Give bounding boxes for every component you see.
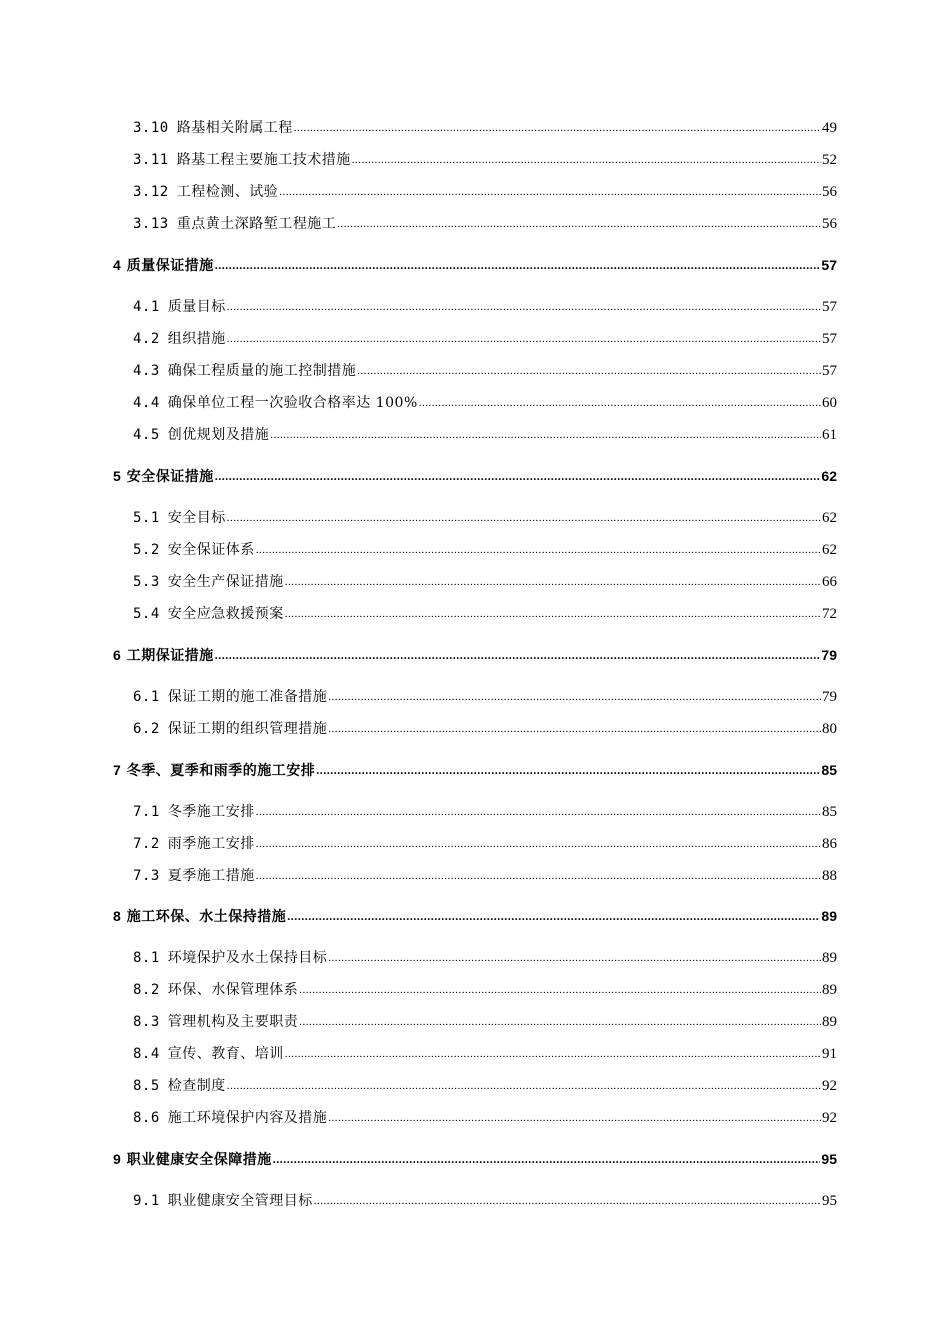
toc-section-entry[interactable]: [0, 328, 950, 352]
toc-page-number: 56: [822, 184, 837, 200]
toc-entry-number: 8: [113, 908, 121, 924]
toc-page-number: 80: [822, 721, 837, 737]
toc-section-entry[interactable]: [0, 213, 950, 237]
toc-dot-leader: [270, 427, 821, 443]
toc-entry-number: 8.4: [133, 1046, 160, 1062]
toc-page-number: 85: [821, 762, 837, 778]
toc-entry-title: 确保工程质量的施工控制措施: [167, 363, 357, 379]
toc-entry-number: 3.11: [133, 152, 169, 168]
toc-page-number: 72: [822, 606, 837, 622]
toc-entry-number: 7.1: [133, 804, 160, 820]
toc-section-entry[interactable]: [0, 718, 950, 742]
toc-dot-leader: [357, 363, 821, 379]
toc-dot-leader: [328, 950, 821, 966]
toc-entry-number: 3.12: [133, 184, 169, 200]
toc-page-number: 92: [822, 1110, 837, 1126]
toc-entry-title: 冬季施工安排: [167, 804, 255, 820]
toc-entry-title: 管理机构及主要职责: [167, 1014, 299, 1030]
toc-entry-title: 保证工期的施工准备措施: [167, 689, 328, 705]
toc-page-number: 61: [822, 427, 837, 443]
toc-entry-number: 8.5: [133, 1078, 160, 1094]
toc-entry-number: 4.1: [133, 299, 160, 315]
toc-section-entry[interactable]: [0, 571, 950, 595]
toc-entry-title: 路基相关附属工程: [176, 120, 293, 136]
toc-page-number: 57: [822, 331, 837, 347]
toc-dot-leader: [256, 868, 821, 884]
toc-entry-number: 5.1: [133, 510, 160, 526]
toc-page-number: 79: [821, 647, 837, 663]
toc-page-number: 62: [822, 542, 837, 558]
toc-entry-number: 5.3: [133, 574, 160, 590]
toc-section-entry[interactable]: [0, 296, 950, 320]
toc-page-number: 88: [822, 868, 837, 884]
toc-section-entry[interactable]: [0, 979, 950, 1003]
toc-page-number: 60: [822, 395, 837, 411]
toc-dot-leader: [328, 689, 821, 705]
toc-entry-number: 5.4: [133, 606, 160, 622]
toc-section-entry[interactable]: [0, 1107, 950, 1131]
toc-page-number: 52: [822, 152, 837, 168]
toc-entry-title: 安全生产保证措施: [167, 574, 284, 590]
toc-section-entry[interactable]: [0, 507, 950, 531]
toc-entry-number: 4.2: [133, 331, 160, 347]
toc-entry-title: 冬季、夏季和雨季的施工安排: [126, 763, 316, 779]
toc-entry-number: 9.1: [133, 1193, 160, 1209]
toc-page-number: 57: [822, 299, 837, 315]
toc-entry-title: 创优规划及措施: [167, 427, 270, 443]
toc-entry-title: 工期保证措施: [126, 648, 214, 664]
toc-entry-number: 7.3: [133, 868, 160, 884]
toc-entry-number: 3.13: [133, 216, 169, 232]
toc-dot-leader: [256, 804, 821, 820]
toc-entry-title: 施工环保、水土保持措施: [126, 909, 287, 925]
toc-entry-title: 施工环境保护内容及措施: [167, 1110, 328, 1126]
toc-entry-title: 质量保证措施: [126, 258, 214, 274]
toc-entry-number: 9: [113, 1151, 121, 1167]
toc-page-number: 56: [822, 216, 837, 232]
toc-entry-title: 夏季施工措施: [167, 868, 255, 884]
toc-dot-leader: [294, 120, 821, 136]
toc-dot-leader: [256, 542, 821, 558]
toc-section-entry[interactable]: [0, 947, 950, 971]
toc-entry-title: 保证工期的组织管理措施: [167, 721, 328, 737]
toc-entry-title: 检查制度: [167, 1078, 226, 1094]
toc-entry-number: 6.1: [133, 689, 160, 705]
toc-dot-leader: [227, 1078, 821, 1094]
toc-dot-leader: [215, 469, 821, 485]
toc-dot-leader: [299, 1014, 821, 1030]
toc-page-number: 49: [822, 120, 837, 136]
toc-chapter-entry[interactable]: [0, 255, 950, 279]
toc-dot-leader: [337, 216, 821, 232]
toc-chapter-entry[interactable]: [0, 906, 950, 930]
toc-entry-number: 6.2: [133, 721, 160, 737]
toc-section-entry[interactable]: [0, 1043, 950, 1067]
toc-page-number: 86: [822, 836, 837, 852]
toc-dot-leader: [227, 299, 821, 315]
toc-section-entry[interactable]: [0, 117, 950, 141]
toc-entry-number: 8.1: [133, 950, 160, 966]
toc-entry-title: 环保、水保管理体系: [167, 982, 299, 998]
toc-page-number: 66: [822, 574, 837, 590]
toc-entry-number: 8.6: [133, 1110, 160, 1126]
toc-page-number: 89: [822, 950, 837, 966]
toc-page-number: 62: [821, 468, 837, 484]
toc-section-entry[interactable]: [0, 360, 950, 384]
toc-page-number: 79: [822, 689, 837, 705]
toc-section-entry[interactable]: [0, 686, 950, 710]
toc-dot-leader: [314, 1193, 821, 1209]
toc-dot-leader: [215, 648, 821, 664]
toc-entry-number: 8.3: [133, 1014, 160, 1030]
toc-section-entry[interactable]: [0, 603, 950, 627]
toc-entry-number: 4.4: [133, 395, 160, 411]
toc-section-entry[interactable]: [0, 1190, 950, 1214]
toc-entry-title: 安全保证体系: [167, 542, 255, 558]
toc-chapter-entry[interactable]: [0, 466, 950, 490]
toc-entry-number: 4.3: [133, 363, 160, 379]
toc-entry-number: 4.5: [133, 427, 160, 443]
toc-entry-number: 3.10: [133, 120, 169, 136]
toc-dot-leader: [328, 721, 821, 737]
toc-section-entry[interactable]: [0, 865, 950, 889]
toc-page-number: 57: [821, 257, 837, 273]
toc-dot-leader: [285, 606, 821, 622]
toc-entry-title: 宣传、教育、培训: [167, 1046, 284, 1062]
toc-dot-leader: [328, 1110, 821, 1126]
toc-entry-title: 组织措施: [167, 331, 226, 347]
toc-page-number: 89: [822, 982, 837, 998]
toc-section-entry[interactable]: [0, 181, 950, 205]
toc-dot-leader: [227, 331, 821, 347]
toc-entry-title: 雨季施工安排: [167, 836, 255, 852]
toc-entry-number: 7: [113, 762, 121, 778]
toc-dot-leader: [419, 395, 821, 411]
toc-entry-title: 安全应急救援预案: [167, 606, 284, 622]
toc-page-number: 62: [822, 510, 837, 526]
toc-entry-title: 工程检测、试验: [176, 184, 279, 200]
toc-page-number: 92: [822, 1078, 837, 1094]
toc-section-entry[interactable]: [0, 149, 950, 173]
toc-page-number: 95: [821, 1151, 837, 1167]
toc-dot-leader: [299, 982, 821, 998]
toc-dot-leader: [227, 510, 821, 526]
toc-entry-title: 确保单位工程一次验收合格率达 100%: [167, 395, 418, 411]
toc-page-number: 91: [822, 1046, 837, 1062]
toc-entry-number: 5.2: [133, 542, 160, 558]
toc-section-entry[interactable]: [0, 539, 950, 563]
toc-entry-number: 6: [113, 647, 121, 663]
toc-entry-number: 8.2: [133, 982, 160, 998]
toc-chapter-entry[interactable]: [0, 645, 950, 669]
toc-dot-leader: [352, 152, 821, 168]
toc-entry-title: 重点黄土深路堑工程施工: [176, 216, 337, 232]
toc-entry-title: 职业健康安全保障措施: [126, 1152, 272, 1168]
toc-page-number: 89: [822, 1014, 837, 1030]
toc-section-entry[interactable]: [0, 424, 950, 448]
toc-dot-leader: [285, 1046, 821, 1062]
toc-dot-leader: [285, 574, 821, 590]
toc-entry-number: 7.2: [133, 836, 160, 852]
toc-entry-title: 质量目标: [167, 299, 226, 315]
toc-entry-number: 4: [113, 257, 121, 273]
toc-chapter-entry[interactable]: [0, 760, 950, 784]
toc-dot-leader: [287, 909, 820, 925]
toc-dot-leader: [316, 763, 820, 779]
toc-section-entry[interactable]: [0, 833, 950, 857]
toc-entry-number: 5: [113, 468, 121, 484]
toc-dot-leader: [273, 1152, 821, 1168]
toc-entry-title: 安全保证措施: [126, 469, 214, 485]
toc-section-entry[interactable]: [0, 1075, 950, 1099]
toc-dot-leader: [215, 258, 821, 274]
toc-section-entry[interactable]: [0, 392, 950, 416]
toc-entry-title: 安全目标: [167, 510, 226, 526]
toc-page-number: 95: [822, 1193, 837, 1209]
toc-chapter-entry[interactable]: [0, 1149, 950, 1173]
toc-section-entry[interactable]: [0, 801, 950, 825]
toc-page-number: 85: [822, 804, 837, 820]
toc-dot-leader: [256, 836, 821, 852]
toc-dot-leader: [279, 184, 821, 200]
toc-entry-title: 职业健康安全管理目标: [167, 1193, 313, 1209]
toc-page-number: 89: [821, 908, 837, 924]
toc-entry-title: 路基工程主要施工技术措施: [176, 152, 351, 168]
toc-entry-title: 环境保护及水土保持目标: [167, 950, 328, 966]
toc-section-entry[interactable]: [0, 1011, 950, 1035]
toc-page-number: 57: [822, 363, 837, 379]
